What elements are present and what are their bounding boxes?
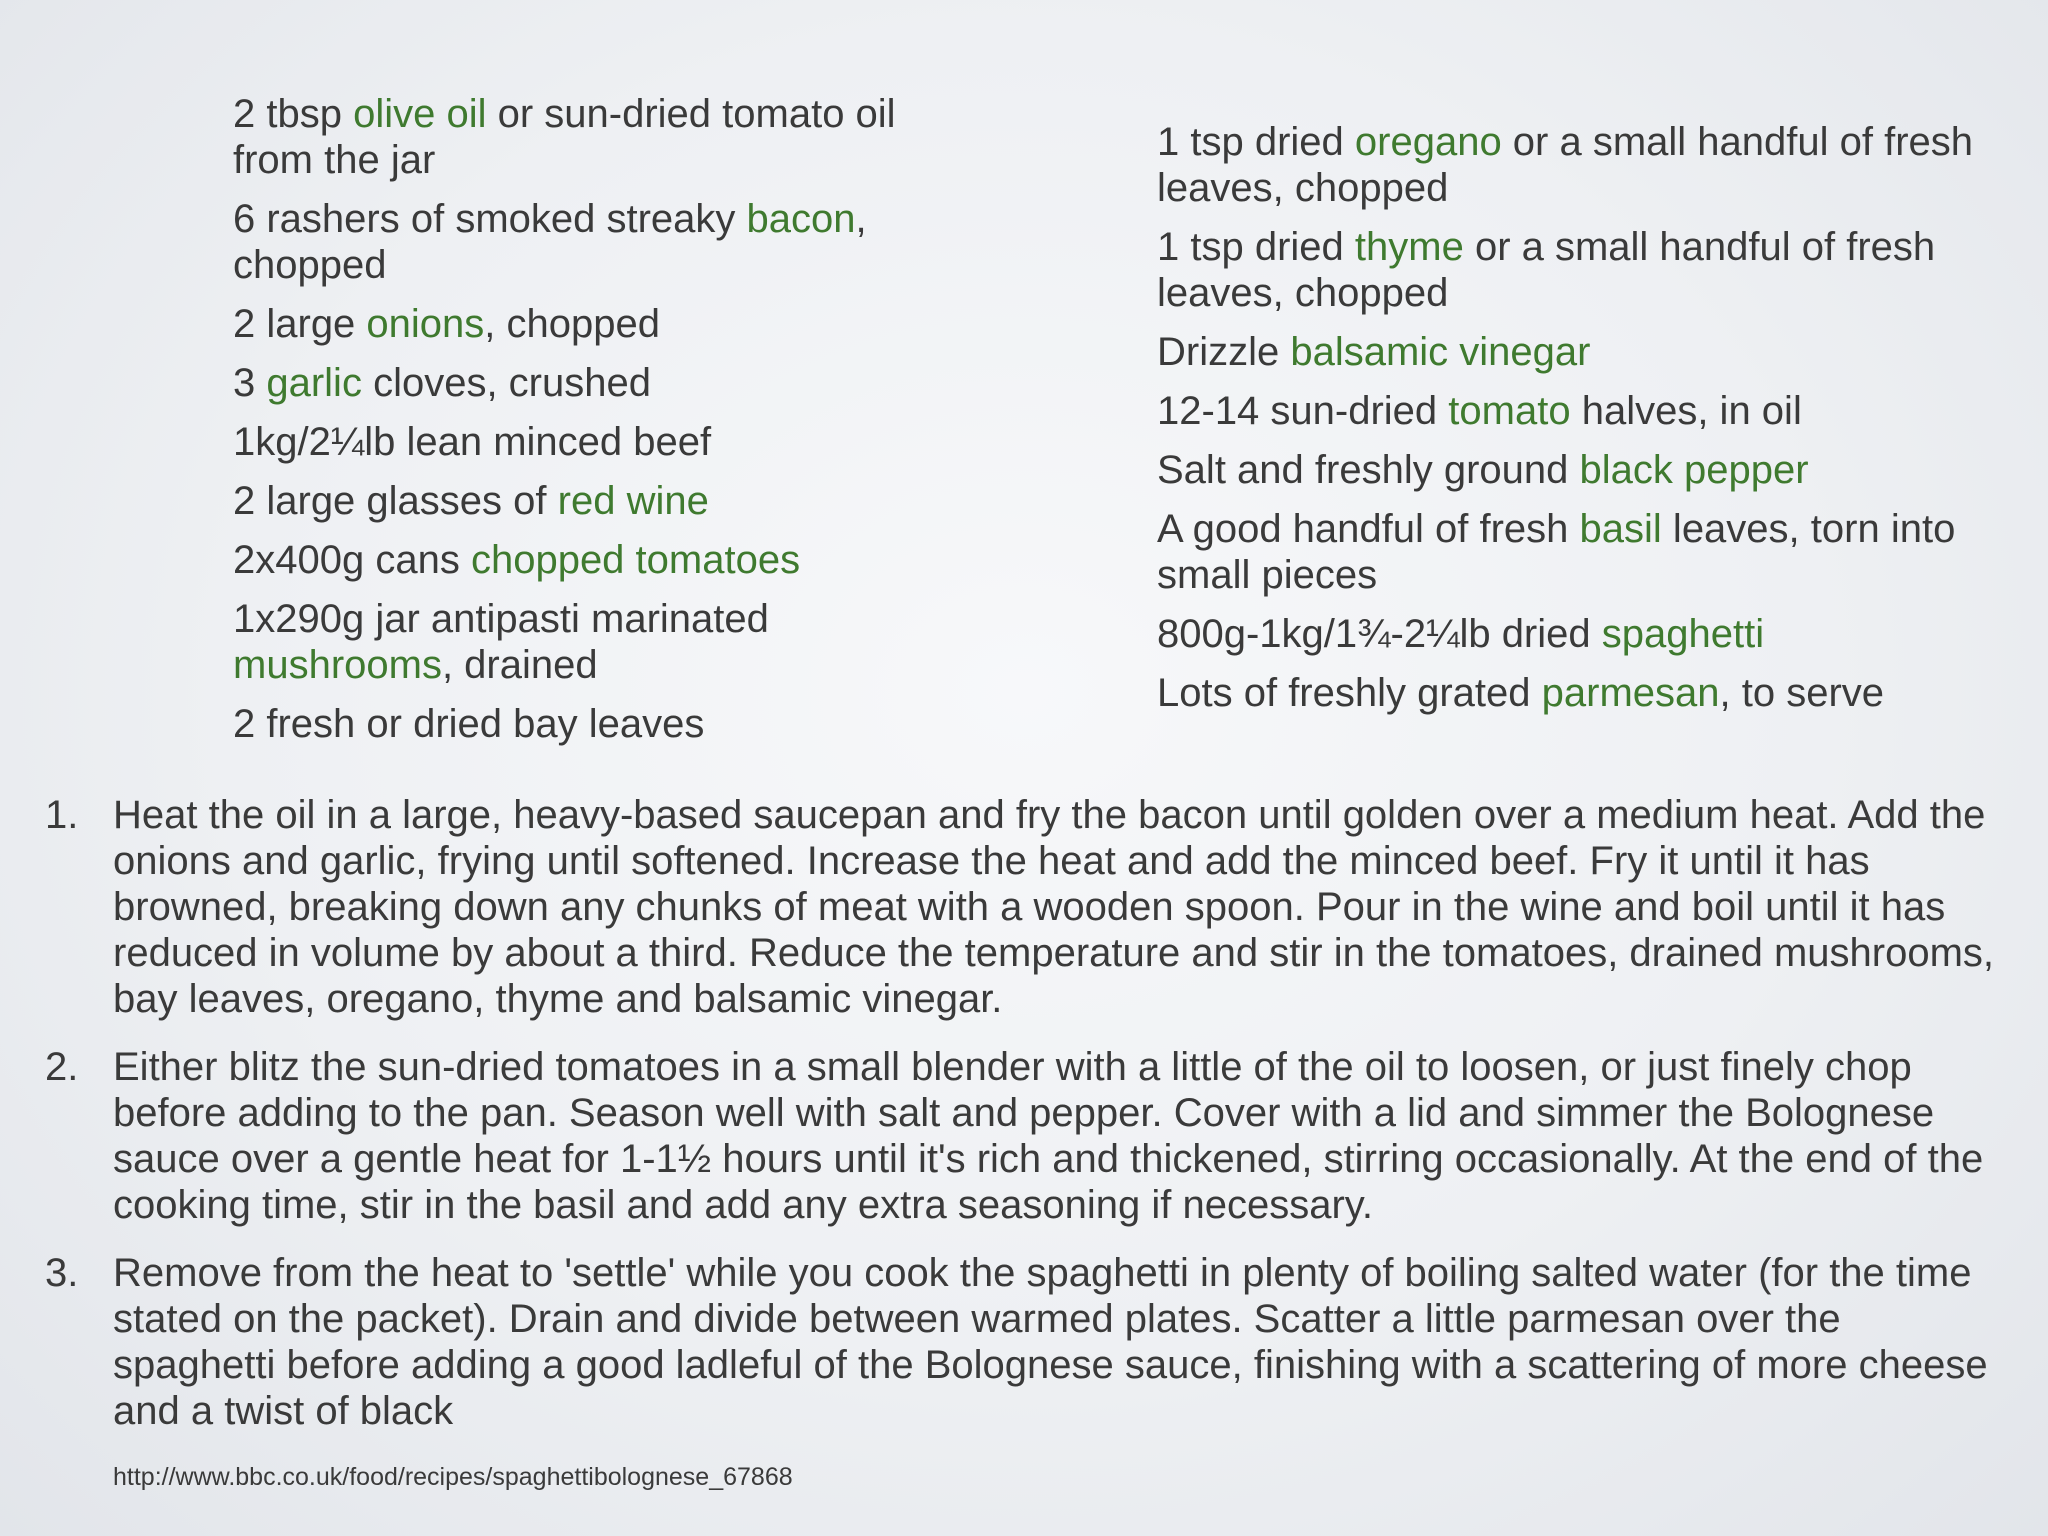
ingredient-item bbox=[233, 91, 973, 183]
step-text: Either blitz the sun-dried tomatoes in a small blender with a little of the oil to loosen, or just finely chop before adding to the pan. Season well with salt and pepper. Cover with a lid and simmer the Bolognese sauce over a gentle heat for 1-1½ hours until it's rich and thickened, stirring occasionally. At the end of the cooking time, stir in the basil and add any extra seasoning if necessary. bbox=[113, 1045, 1984, 1227]
ingredient-text: 2 fresh or dried bay leaves bbox=[233, 702, 705, 746]
method-step bbox=[45, 792, 2005, 1022]
ingredient-item bbox=[1157, 506, 1977, 598]
ingredient-text: 2 tbsp bbox=[233, 92, 354, 136]
ingredient-keyword: mushrooms bbox=[233, 643, 442, 687]
ingredient-keyword: bacon bbox=[746, 197, 856, 241]
step-text: Remove from the heat to 'settle' while you cook the spaghetti in plenty of boiling salted water (for the time stated on the packet). Drain and divide between warmed plates. Scatter a little parmesan over the spaghetti before adding a good ladleful of the Bolognese sauce, finishing with a scattering of more cheese and a twist of black bbox=[113, 1251, 1988, 1433]
source-url: http://www.bbc.co.uk/food/recipes/spaghettibolognese_67868 bbox=[113, 1463, 793, 1491]
ingredient-item bbox=[233, 360, 973, 406]
ingredient-keyword: tomato bbox=[1448, 389, 1571, 433]
ingredient-keyword: black pepper bbox=[1579, 448, 1809, 492]
step-number: 1. bbox=[45, 793, 79, 837]
method-step bbox=[45, 1250, 2005, 1434]
ingredient-keyword: spaghetti bbox=[1601, 612, 1765, 656]
ingredient-text: 3 bbox=[233, 361, 267, 405]
ingredient-keyword: parmesan bbox=[1541, 671, 1720, 715]
ingredient-item bbox=[233, 301, 973, 347]
ingredient-text: Lots of freshly grated bbox=[1157, 671, 1542, 715]
ingredient-item bbox=[1157, 329, 1977, 375]
step-number: 2. bbox=[45, 1045, 79, 1089]
ingredient-text: 800g-1kg/1¾-2¼lb dried bbox=[1157, 612, 1602, 656]
ingredient-keyword: garlic bbox=[266, 361, 362, 405]
method-steps bbox=[45, 792, 2005, 1456]
ingredient-text: 12-14 sun-dried bbox=[1157, 389, 1449, 433]
ingredient-text: or a small handful of fresh leaves, chopped bbox=[1157, 120, 1974, 210]
ingredient-text: or sun-dried tomato oil from the jar bbox=[233, 92, 896, 182]
ingredient-item bbox=[233, 537, 973, 583]
ingredients-list-left bbox=[233, 91, 973, 760]
ingredient-item bbox=[233, 478, 973, 524]
ingredient-item bbox=[1157, 119, 1977, 211]
ingredient-keyword: thyme bbox=[1354, 225, 1464, 269]
ingredient-text: leaves, torn into small pieces bbox=[1157, 507, 1956, 597]
ingredient-keyword: red wine bbox=[557, 479, 709, 523]
ingredient-text: 1kg/2¼lb lean minced beef bbox=[233, 420, 712, 464]
step-text: Heat the oil in a large, heavy-based saucepan and fry the bacon until golden over a medium heat. Add the onions and garlic, frying until softened. Increase the heat and add the minced beef. Fry it until it has browned, breaking down any chunks of meat with a wooden spoon. Pour in the wine and boil until it has reduced in volume by about a third. Reduce the temperature and stir in the tomatoes, drained mushrooms, bay leaves, oregano, thyme and balsamic vinegar. bbox=[113, 793, 1995, 1021]
ingredient-item bbox=[233, 596, 973, 688]
ingredient-item bbox=[233, 419, 973, 465]
ingredient-text: A good handful of fresh bbox=[1157, 507, 1580, 551]
ingredient-text: 1 tsp dried bbox=[1157, 120, 1355, 164]
ingredient-keyword: chopped tomatoes bbox=[470, 538, 801, 582]
ingredient-item bbox=[233, 701, 973, 747]
ingredient-text: or a small handful of fresh leaves, chopped bbox=[1157, 225, 1936, 315]
ingredient-item bbox=[1157, 224, 1977, 316]
ingredient-keyword: balsamic vinegar bbox=[1290, 330, 1591, 374]
ingredient-text: Salt and freshly ground bbox=[1157, 448, 1580, 492]
ingredient-text: 1x290g jar antipasti marinated bbox=[233, 597, 769, 641]
ingredient-item bbox=[233, 196, 973, 288]
ingredient-text: 2x400g cans bbox=[233, 538, 471, 582]
ingredient-text: , chopped bbox=[233, 197, 867, 287]
ingredient-text: 2 large bbox=[233, 302, 367, 346]
ingredient-text: cloves, crushed bbox=[361, 361, 651, 405]
ingredient-text: , to serve bbox=[1719, 671, 1885, 715]
ingredient-text: halves, in oil bbox=[1570, 389, 1802, 433]
ingredients-list-right bbox=[1157, 119, 1977, 729]
ingredient-keyword: olive oil bbox=[353, 92, 487, 136]
ingredient-text: , drained bbox=[441, 643, 598, 687]
ingredient-item bbox=[1157, 670, 1977, 716]
ingredient-item bbox=[1157, 388, 1977, 434]
ingredient-text: , chopped bbox=[484, 302, 660, 346]
method-step bbox=[45, 1044, 2005, 1228]
step-number: 3. bbox=[45, 1251, 79, 1295]
ingredient-item bbox=[1157, 611, 1977, 657]
ingredient-text: 1 tsp dried bbox=[1157, 225, 1355, 269]
ingredient-text: Drizzle bbox=[1157, 330, 1291, 374]
ingredient-keyword: basil bbox=[1579, 507, 1662, 551]
ingredient-text: 2 large glasses of bbox=[233, 479, 558, 523]
ingredient-text: 6 rashers of smoked streaky bbox=[233, 197, 747, 241]
ingredient-keyword: oregano bbox=[1354, 120, 1502, 164]
ingredient-keyword: onions bbox=[366, 302, 485, 346]
ingredient-item bbox=[1157, 447, 1977, 493]
